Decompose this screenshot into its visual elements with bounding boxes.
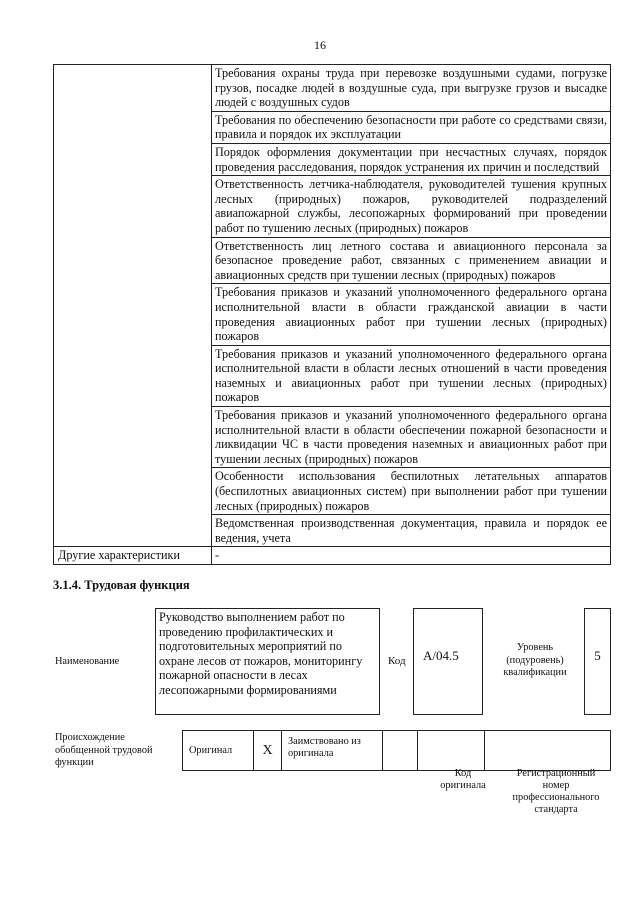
requirements-category-cell: [54, 65, 212, 547]
requirement-row: [54, 65, 611, 112]
other-characteristics-row: [54, 547, 611, 565]
registration-number-caption: Регистрационный номер профессионального стандарта: [512, 768, 600, 815]
name-label: Наименование: [55, 656, 120, 667]
requirement-text: Порядок оформления документации при несчастных случаях, порядок проведения расследования, порядок устранения их причин и последствий: [212, 143, 611, 175]
requirement-text: Ведомственная производственная документация, правила и порядок ее ведения, учета: [212, 515, 611, 547]
section-heading: 3.1.4. Трудовая функция: [53, 578, 190, 592]
knowledge-requirements-table: [53, 64, 611, 565]
registration-number-cell: [485, 731, 611, 771]
requirement-text: Ответственность летчика-наблюдателя, руководителей тушения крупных лесных (природных) пожаров, руководителей подразделений авиапожарной службы, лесопожарных формирований при проведении работ по тушению лесных (природных) пожаров: [212, 176, 611, 237]
origin-table: [182, 730, 611, 771]
requirement-text: Требования приказов и указаний уполномоченного федерального органа исполнительной власти в области обеспечении пожарной безопасности и ликвидации ЧС в части проведения наземных и авиационных работ при тушении лесных (природных) пожаров: [212, 407, 611, 468]
other-characteristics-value: -: [212, 547, 611, 565]
requirement-text: Требования охраны труда при перевозке воздушными судами, погрузке грузов, посадке людей в воздушные суда, при выгрузке грузов и высадке людей с воздушных судов: [212, 65, 611, 112]
requirement-text: Особенности использования беспилотных летательных аппаратов (беспилотных авиационных систем) при выполнении работ при тушении лесных (природных) пожаров: [212, 468, 611, 515]
function-name-box: Руководство выполнением работ по проведению профилактических и подготовительных мероприятий по охране лесов от пожаров, мониторингу пожарной опасности в лесах лесопожарными формированиями: [155, 608, 380, 715]
requirement-text: Требования приказов и указаний уполномоченного федерального органа исполнительной власти в области лесных отношений в части проведения наземных и авиационных работ при тушении лесных (природных) пожаров: [212, 345, 611, 406]
qualification-level-box: 5: [584, 608, 611, 715]
original-code-caption: Код оригинала: [440, 768, 486, 791]
borrowed-label: Заимствовано из оригинала: [282, 731, 383, 771]
original-label: Оригинал: [183, 731, 254, 771]
original-mark: X: [254, 731, 282, 771]
qualification-level-label: Уровень (подуровень) квалификации: [503, 642, 567, 678]
code-label: Код: [388, 655, 406, 667]
borrowed-mark-cell: [383, 731, 418, 771]
requirement-text: Требования приказов и указаний уполномоченного федерального органа исполнительной власти в области гражданской авиации в части проведения авиационных работ при тушении лесных (природных) пожаров: [212, 284, 611, 345]
origin-label: Происхождение обобщенной трудовой функции: [55, 732, 153, 768]
page-number: 16: [314, 38, 326, 52]
function-code-box: А/04.5: [413, 608, 483, 715]
requirement-text: Ответственность лиц летного состава и авиационного персонала за безопасное проведение работ, связанных с применением авиации и авиационных средств при тушении лесных (природных) пожаров: [212, 237, 611, 284]
requirement-text: Требования по обеспечению безопасности при работе со средствами связи, правила и порядок их эксплуатации: [212, 111, 611, 143]
original-code-cell: [418, 731, 485, 771]
other-characteristics-label: Другие характеристики: [54, 547, 212, 565]
